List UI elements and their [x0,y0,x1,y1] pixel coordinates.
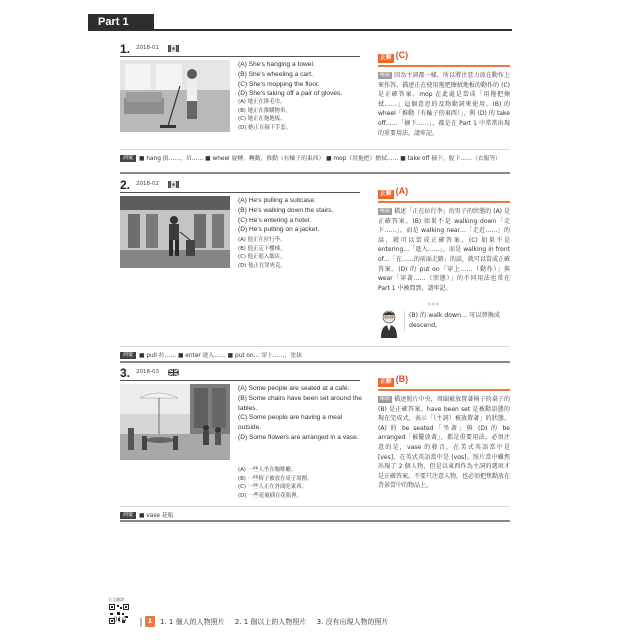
answer-value: (A) [395,185,409,196]
answer-value: (B) [395,373,409,384]
chapter-link-1[interactable]: 1. 1 個人的人物照片 [160,618,225,626]
options-chinese: (A) 他正在拉行李。 (B) 他正走下樓梯。 (C) 他正進入飯店。 (D) 他正在穿夾克。 [238,237,286,269]
question-photo [120,196,230,268]
track-code: 2018-02 [136,181,159,187]
vocab-box-1: 詞彙 ■ hang 掛……，吊…… ■ wheel 旋轉，轉動，推動（有輪子的東西） ■ mop（用拖把）擦拭…… ■ take off 摘下，脫下……（衣服等） [120,149,510,164]
question-number: 2. [120,178,131,192]
question-number: 3. [120,366,131,380]
canada-flag-icon [168,181,179,188]
chapter-link-3[interactable]: 3. 沒有出現人物的照片 [316,618,389,626]
chapter-link-2[interactable]: 2. 1 個以上的人物照片 [234,618,307,626]
chapter-icon: 1 [145,616,155,627]
answer-value: (C) [395,49,409,60]
question-3 [120,368,510,508]
answer-panel [378,180,510,293]
tip-callout [378,302,512,342]
options-chinese: (A) 一些人坐在咖啡廳。 (B) 一些椅子被放在桌子周圍。 (C) 一些人正在外面吃東西。 (D) 一些花被插在花瓶裡。 [238,467,313,499]
question-number: 1. [120,42,131,56]
tip-dots: *** [428,302,440,309]
page-footer [0,597,640,640]
vocab-box-2: 詞彙 ■ pull 拉…… ■ enter 進入…… ■ put on… 穿上……，塗抹 [120,346,510,361]
tip-text: (B) 的 walk down… 可以替換成 descend。 [404,311,512,331]
track-code: 2018-03 [136,369,159,375]
options-chinese: (A) 她正在掛毛巾。 (B) 她正在推購物車。 (C) 她正在拖地板。 (D) 她正在摘下手套。 [238,99,292,131]
answer-label: 正解 [380,55,392,61]
chapter-links [160,617,397,627]
options-english: (A) She's hanging a towel. (B) She's wheeling a cart. (C) She's mopping the floor. (D) She's taking off a pair of gloves. [238,61,343,98]
question-photo [120,384,230,460]
track-code: 2018-01 [136,45,159,51]
answer-panel [378,44,510,138]
outdoor-cafe-photo [120,384,230,460]
section-divider [120,520,510,522]
question-1 [120,44,510,152]
section-divider [120,361,510,363]
vocab-box-3: 詞彙 ■ vase 花瓶 [120,506,510,521]
options-english: (A) Some people are seated at a café. (B) Some chairs have been set around the tables. (C) Some people are having a meal outside. (D) Some flowers are arranged in a vase. [238,385,362,441]
answer-panel [378,368,510,491]
woman-mopping-photo [120,60,230,132]
canada-flag-icon [168,45,179,52]
question-photo [120,60,230,132]
section-divider [120,172,510,174]
uk-flag-icon [168,369,179,376]
man-with-suitcase-photo [120,196,230,268]
part-tab: Part 1 [88,14,154,30]
options-english: (A) He's pulling a suitcase. (B) He's walking down the stairs. (C) He's entering a hotel. (D) He's putting on a jacket. [238,197,334,234]
answer-label: 正解 [380,191,392,197]
teacher-avatar-icon [378,308,400,338]
explanation: 解說 描述照片中央，周圍被放置著椅子的桌子的 (B) 是正確答案。have been set 是被動語態的現在完成式，表示「（主詞）被放置著」的狀態。(A) 的 be seated「坐著」與 (D) 的 be arranged「被擺放著」，都是重要用法。必須注意的是，vase 的發音，在美式英語當中是 [ves]，在英式英語當中是 [vɑs]。照片當中雖然出現了 2 個人物，但是以東西作為主詞的選項才是正確答案。不要只注意人物，也必須把焦點放在背景當中的物品上。 [378,396,511,490]
answer-label: 正解 [380,379,392,385]
part-divider [88,29,512,31]
page-number: 016 [113,616,127,624]
explanation: 解說 描述「正在拉行李」的男子的狀態的 (A) 是正確答案。(B) 如果不是 walking down「走下……」，而是 walking near…「走近……」的話，就可以當成正確答案。(C) 如果不是 entering…「進入……」，而是 walking in front of…「在……的前面走路」的話，就可以當成正確答案。(D) 的 put on「穿上……（動作）」與 wear「穿著……（狀態）」的不同用法也常在 Part 1 中被問到，請牢記。 [378,208,510,292]
qr-caption: 全文翻譯 [108,597,124,602]
explanation: 解說 因為主詞都一樣，所以將注意力放在動作上來作答。描述正在使用拖把擦拭地板的動作的 (C) 是正確答案。mop 在此處是當成「用拖把擦拭……」這個意思的及物動詞來使用。(B) 的 wheel「推動（有輪子的東西）」，與 (D) 的 take off……「摘下……」，都是在 Part 1 中常常出現的重要用法，請牢記。 [378,72,510,137]
